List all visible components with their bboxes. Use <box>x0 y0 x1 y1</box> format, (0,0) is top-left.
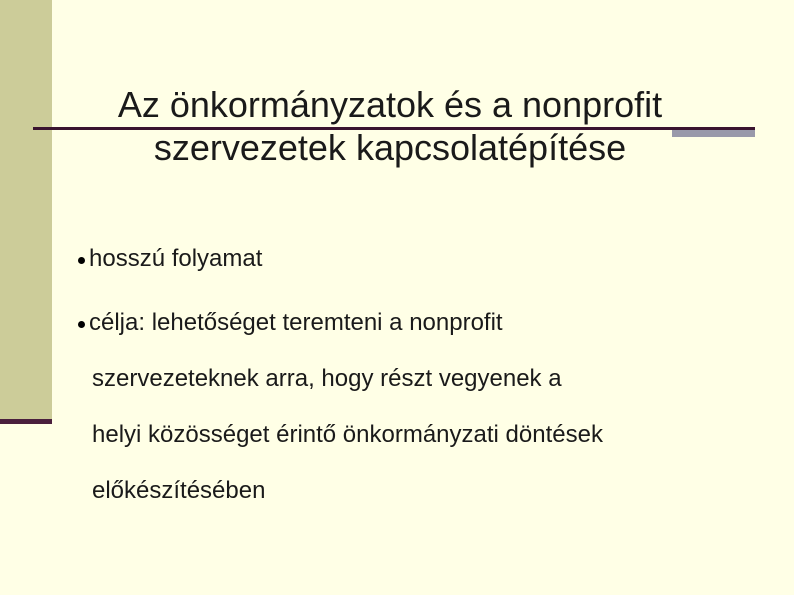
bullet-text-continuation: előkészítésében <box>92 477 266 504</box>
slide-title <box>40 83 740 169</box>
bullet-text-continuation: helyi közösséget érintő önkormányzati döntések <box>92 421 603 448</box>
bullet-text: célja: lehetőséget teremteni a nonprofit <box>89 309 503 336</box>
bullet-text-continuation: szervezeteknek arra, hogy részt vegyenek a <box>92 365 562 392</box>
slide-title-line-2: szervezetek kapcsolatépítése <box>153 127 627 168</box>
bullet-item <box>78 231 262 287</box>
decorative-side-rule <box>0 419 52 424</box>
decorative-side-bar <box>0 0 52 420</box>
bullet-text: hosszú folyamat <box>89 245 263 272</box>
slide-title-line-1: Az önkormányzatok és a nonprofit <box>117 84 663 125</box>
bullet-item <box>78 295 718 519</box>
bullet-dot-icon <box>78 321 85 328</box>
bullet-dot-icon <box>78 257 85 264</box>
